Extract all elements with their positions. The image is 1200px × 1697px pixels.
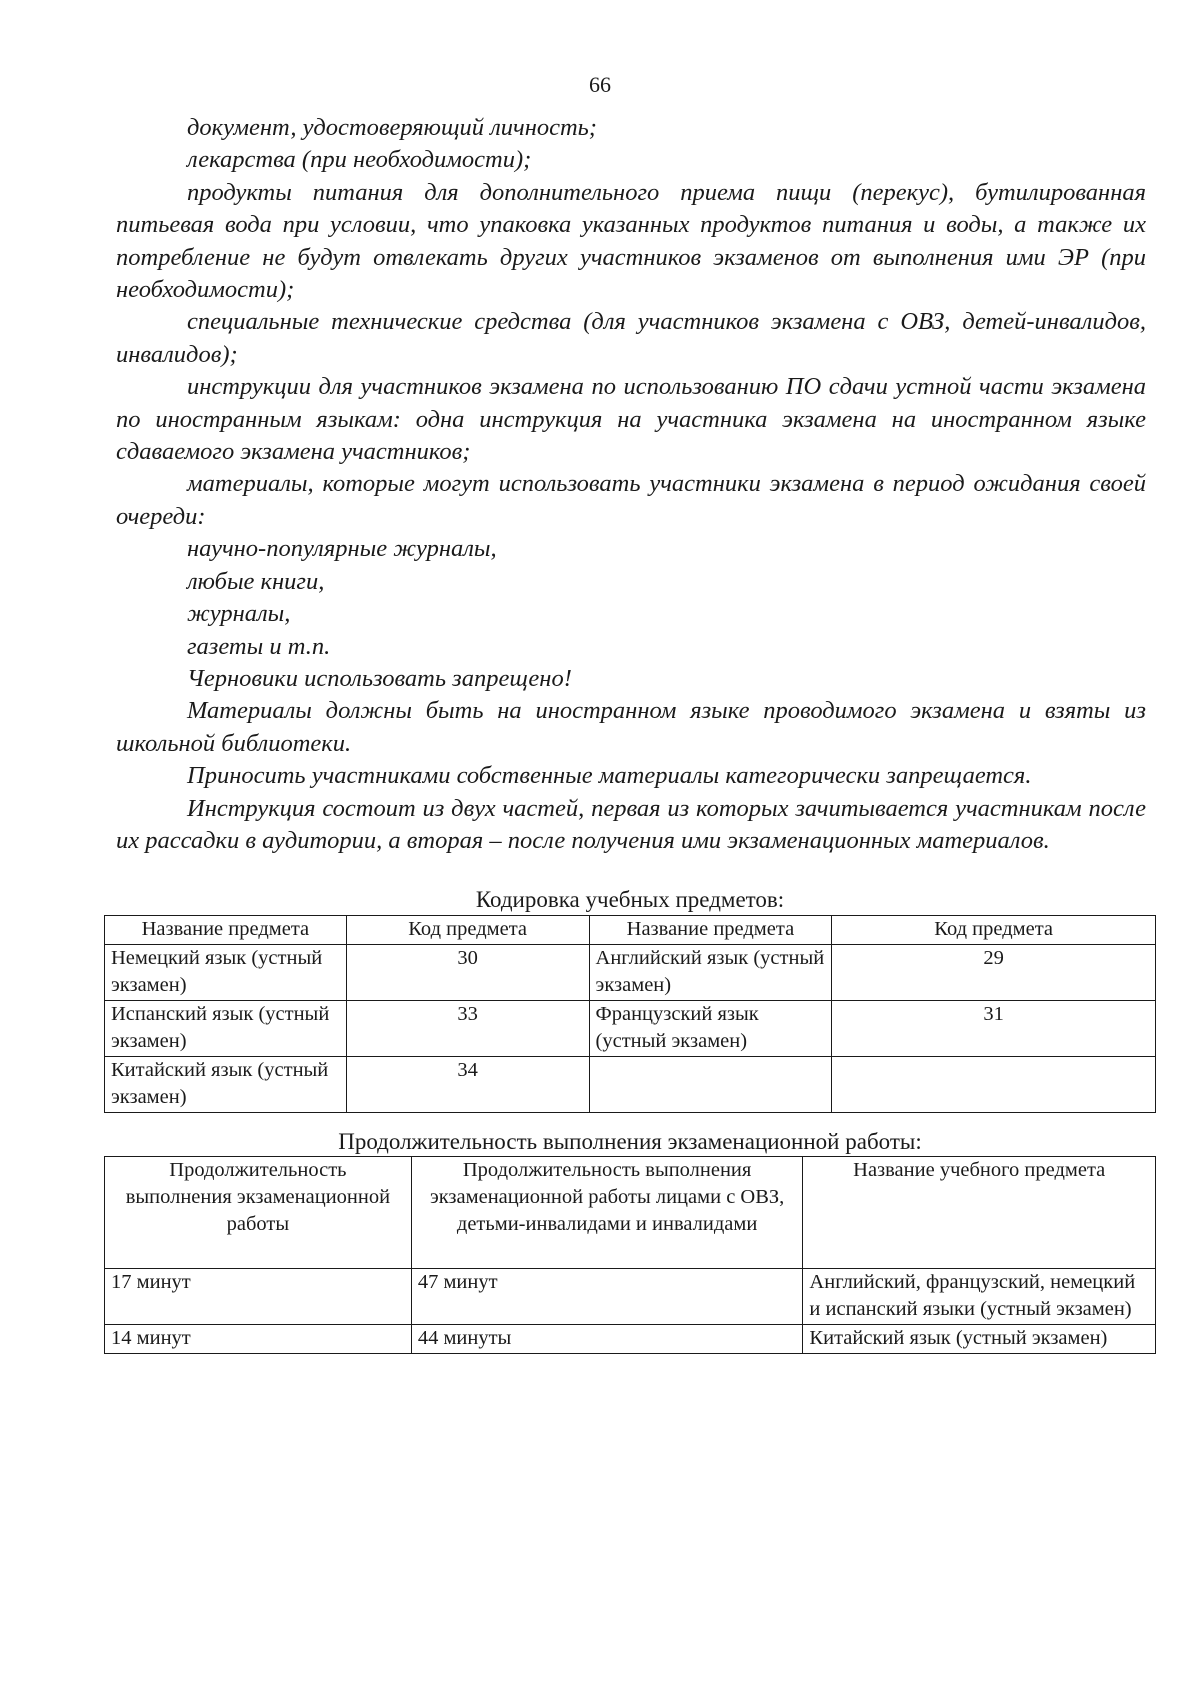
body-line: газеты и т.п.	[187, 632, 331, 660]
subject-code-cell: 29	[832, 945, 1156, 1001]
body-line: Черновики использовать запрещено!	[187, 664, 572, 692]
header-cell: Название предмета	[105, 916, 347, 945]
duration-ovz-cell: 47 минут	[411, 1269, 803, 1325]
duration-cell: 14 минут	[105, 1325, 412, 1354]
table-header-row	[105, 916, 1156, 945]
subject-name-cell: Французский язык (устный экзамен)	[589, 1001, 832, 1057]
header-cell: Код предмета	[346, 916, 589, 945]
subject-name-cell: Испанский язык (устный экзамен)	[105, 1001, 347, 1057]
subject-code-cell: 33	[346, 1001, 589, 1057]
subject-code-cell: 34	[346, 1057, 589, 1113]
body-line: журналы,	[187, 600, 291, 628]
header-cell: Продолжительность выполнения экзаменационной работы лицами с ОВЗ, детьми-инвалидами и инвалидами	[411, 1157, 803, 1269]
body-line: документ, удостоверяющий личность;	[187, 114, 597, 141]
subject-code-cell	[832, 1057, 1156, 1113]
durations-caption: Продолжительность выполнения экзаменационной работы:	[338, 1129, 922, 1154]
subject-name-cell: Китайский язык (устный экзамен)	[105, 1057, 347, 1113]
body-paragraph: продукты питания для дополнительного приема пищи (перекус), бутилированная питьевая вода при условии, что упаковка указанных продуктов питания и воды, а также их потребление не будут отвлекать других участников экзаменов от выполнения ими ЭР (при необходимости);	[116, 178, 1146, 304]
body-text	[116, 112, 1146, 857]
header-cell: Название предмета	[589, 916, 832, 945]
subject-codes-caption: Кодировка учебных предметов:	[475, 887, 785, 912]
body-paragraph: материалы, которые могут использовать участники экзамена в период ожидания своей очереди:	[116, 470, 1146, 530]
subject-name-cell: Английский, французский, немецкий и испанский языки (устный экзамен)	[803, 1269, 1156, 1325]
subject-name-cell	[589, 1057, 832, 1113]
durations-table	[104, 1156, 1156, 1354]
table-row	[105, 1001, 1156, 1057]
body-line: любые книги,	[187, 567, 325, 595]
page-number: 66	[589, 72, 611, 97]
body-line: научно-популярные журналы,	[187, 535, 497, 563]
body-paragraph: Материалы должны быть на иностранном языке проводимого экзамена и взяты из школьной библиотеки.	[116, 697, 1146, 757]
body-paragraph: специальные технические средства (для участников экзамена с ОВЗ, детей-инвалидов, инвалидов);	[116, 308, 1146, 368]
duration-cell: 17 минут	[105, 1269, 412, 1325]
subject-code-cell: 30	[346, 945, 589, 1001]
body-paragraph: Приносить участниками собственные материалы категорически запрещается.	[187, 762, 1032, 790]
table-row	[105, 1057, 1156, 1113]
subject-code-cell: 31	[832, 1001, 1156, 1057]
duration-ovz-cell: 44 минуты	[411, 1325, 803, 1354]
subject-codes-table	[104, 915, 1156, 1113]
table-row	[105, 1269, 1156, 1325]
table-row	[105, 945, 1156, 1001]
header-cell: Продолжительность выполнения экзаменационной работы	[105, 1157, 412, 1269]
body-paragraph: инструкции для участников экзамена по использованию ПО сдачи устной части экзамена по иностранным языкам: одна инструкция на участника экзамена на иностранном языке сдаваемого экзамена участников;	[116, 373, 1146, 466]
table-row	[105, 1325, 1156, 1354]
body-paragraph: Инструкция состоит из двух частей, первая из которых зачитывается участникам после их рассадки в аудитории, а вторая – после получения ими экзаменационных материалов.	[116, 794, 1146, 854]
header-cell: Код предмета	[832, 916, 1156, 945]
subject-name-cell: Английский язык (устный экзамен)	[589, 945, 832, 1001]
subject-name-cell: Китайский язык (устный экзамен)	[803, 1325, 1156, 1354]
subject-name-cell: Немецкий язык (устный экзамен)	[105, 945, 347, 1001]
body-line: лекарства (при необходимости);	[187, 146, 532, 174]
header-cell: Название учебного предмета	[803, 1157, 1156, 1269]
table-header-row	[105, 1157, 1156, 1269]
